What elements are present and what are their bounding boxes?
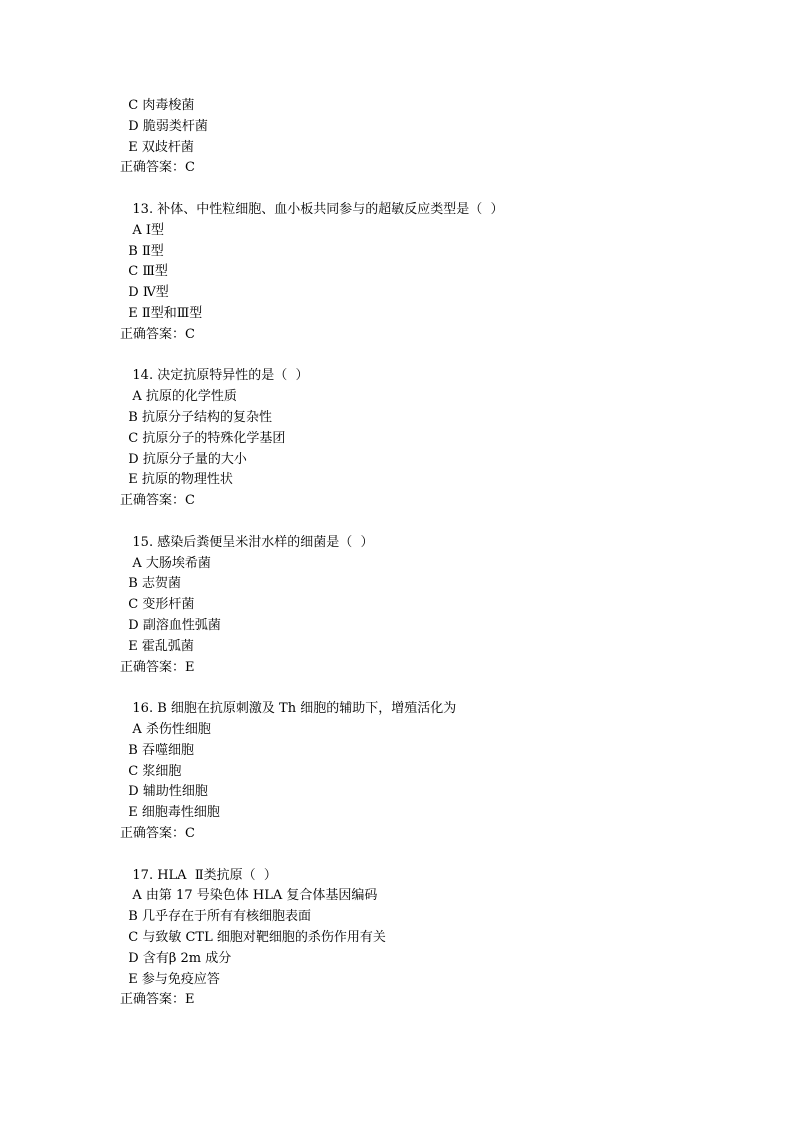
- option-b-q14: B 抗原分子结构的复杂性: [120, 410, 272, 425]
- question-13: 13. 补体、中性粒细胞、血小板共同参与的超敏反应类型是（ ）: [120, 202, 504, 217]
- option-d-q15: D 副溶血性弧菌: [120, 618, 221, 633]
- option-b-q15: B 志贺菌: [120, 576, 181, 591]
- option-e-q16: E 细胞毒性细胞: [120, 805, 220, 820]
- answer-q17: 正确答案：E: [120, 992, 195, 1007]
- answer-q14: 正确答案：C: [120, 493, 195, 508]
- option-e-q12: E 双歧杆菌: [120, 140, 194, 155]
- option-d-q17: D 含有β 2m 成分: [120, 951, 232, 966]
- option-d-q12: D 脆弱类杆菌: [120, 119, 208, 134]
- option-e-q15: E 霍乱弧菌: [120, 639, 194, 654]
- question-16: 16. B 细胞在抗原刺激及 Th 细胞的辅助下，增殖活化为: [120, 701, 457, 716]
- question-17: 17. HLA Ⅱ类抗原（ ）: [120, 868, 277, 883]
- answer-q12: 正确答案：C: [120, 160, 195, 175]
- option-a-q16: A 杀伤性细胞: [120, 722, 211, 737]
- option-c-q14: C 抗原分子的特殊化学基团: [120, 431, 286, 446]
- option-c-q15: C 变形杆菌: [120, 597, 195, 612]
- option-a-q14: A 抗原的化学性质: [120, 389, 237, 404]
- option-b-q13: B Ⅱ型: [120, 244, 164, 259]
- option-c-q13: C Ⅲ型: [120, 264, 168, 279]
- option-d-q16: D 辅助性细胞: [120, 784, 208, 799]
- option-e-q17: E 参与免疫应答: [120, 972, 220, 987]
- question-14: 14. 决定抗原特异性的是（ ）: [120, 368, 309, 383]
- option-c-q12: C 肉毒梭菌: [120, 98, 195, 113]
- answer-q15: 正确答案：E: [120, 660, 195, 675]
- option-a-q13: A Ⅰ型: [120, 223, 165, 238]
- option-a-q15: A 大肠埃希菌: [120, 556, 211, 571]
- option-e-q13: E Ⅱ型和Ⅲ型: [120, 306, 203, 321]
- option-d-q14: D 抗原分子量的大小: [120, 452, 247, 467]
- option-d-q13: D Ⅳ型: [120, 285, 169, 300]
- option-e-q14: E 抗原的物理性状: [120, 472, 233, 487]
- option-c-q16: C 浆细胞: [120, 764, 182, 779]
- option-a-q17: A 由第 17 号染色体 HLA 复合体基因编码: [120, 888, 378, 903]
- option-c-q17: C 与致敏 CTL 细胞对靶细胞的杀伤作用有关: [120, 930, 386, 945]
- question-15: 15. 感染后粪便呈米泔水样的细菌是（ ）: [120, 535, 374, 550]
- answer-q13: 正确答案：C: [120, 327, 195, 342]
- answer-q16: 正确答案：C: [120, 826, 195, 841]
- option-b-q17: B 几乎存在于所有有核细胞表面: [120, 909, 311, 924]
- option-b-q16: B 吞噬细胞: [120, 743, 194, 758]
